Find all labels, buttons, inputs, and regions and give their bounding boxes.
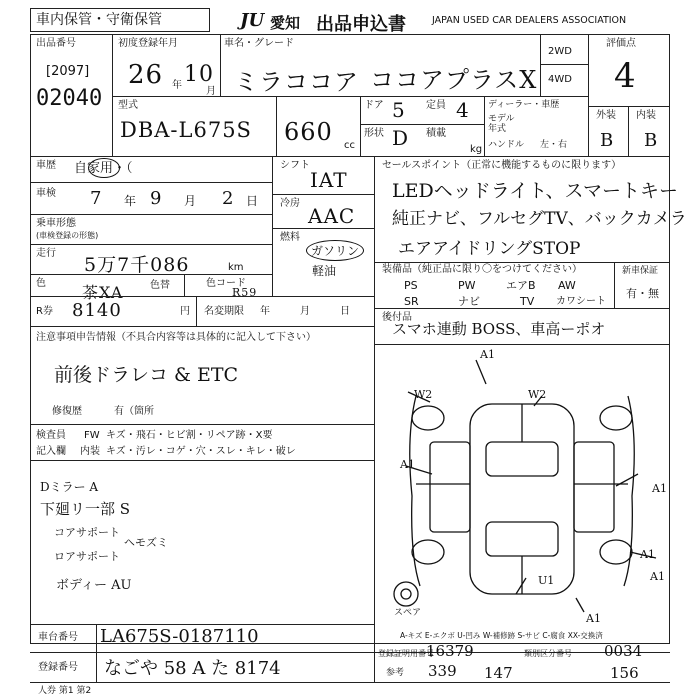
category-code-label: 類別区分番号 — [524, 649, 572, 658]
exterior-label: 外装 — [596, 110, 616, 121]
history-label: 車歴 — [36, 160, 56, 171]
equip-tv: TV — [520, 295, 535, 308]
equip-navi: ナビ — [458, 295, 480, 308]
registration-month: 10 — [184, 62, 214, 87]
note-underbody: 下廻リ一部 S — [40, 500, 131, 518]
color-code: R59 — [232, 286, 258, 299]
model-year-label: モデル — [488, 114, 515, 124]
mark-hood-w2: W2 — [528, 388, 547, 401]
plate-number: なごや 58 A た 8174 — [104, 658, 281, 679]
selling-point-line-3: エアアイドリングSTOP — [398, 239, 581, 259]
storage-note: 車内保管・守衛保管 — [36, 12, 162, 28]
mileage-unit: km — [228, 262, 244, 273]
ac-value: AAC — [308, 204, 356, 228]
ju-logo: JU — [240, 10, 265, 31]
equip-sr: SR — [404, 295, 419, 308]
inspector-row1-head: FW — [84, 430, 100, 441]
cert-code-4: 147 — [484, 664, 513, 682]
drive-4wd: 4WD — [548, 74, 572, 85]
note-core-support: コアサポート — [54, 526, 120, 539]
color-code-label: 色コード — [206, 278, 246, 289]
interior-grade: B — [644, 130, 659, 151]
exterior-grade: B — [600, 130, 615, 151]
lot-number: 02040 — [36, 86, 103, 111]
mark-left-door-a1: A1 — [400, 458, 415, 471]
handle-options: 左・右 — [540, 140, 568, 150]
year-label: 年式 — [488, 124, 507, 134]
type-label: 型式 — [118, 100, 138, 111]
name-change-label: 名変期限 — [204, 306, 244, 317]
mark-rear-right-a1-2: A1 — [650, 570, 665, 583]
registration-year: 26 — [128, 60, 164, 90]
interior-label: 内装 — [636, 110, 656, 121]
later-fit-text: スマホ連動 BOSS、車高ーポオ — [392, 320, 606, 338]
inspection-day-unit: 日 — [246, 194, 259, 208]
mileage-value: 5万7千086 — [84, 254, 190, 276]
displacement-unit: cc — [344, 140, 355, 151]
score-label: 評価点 — [606, 38, 636, 49]
selling-point-line-1: LEDヘッドライト、スマートキー — [392, 180, 679, 202]
score-value: 4 — [614, 56, 637, 96]
footer-text: 人券 第1 第2 — [38, 686, 92, 696]
color-value: 茶XA — [82, 283, 124, 302]
capacity-label: 定員 — [426, 100, 446, 111]
load-label: 積載 — [426, 128, 446, 139]
equip-ps: PS — [404, 279, 418, 292]
declaration-label: 注意事項申告情報（不具合内容等は具体的に記入して下さい） — [36, 332, 316, 343]
damage-legend: A-キズ E-エクボ U-凹み W-補修跡 S-サビ C-腐食 XX-交換済 — [400, 631, 603, 640]
spare-tire-icon — [394, 582, 418, 606]
chassis-label: 車台番号 — [38, 632, 78, 643]
doors-label: ドア — [364, 100, 384, 111]
form-title: 出品申込書 — [316, 14, 406, 35]
note-body: ボディー AU — [56, 578, 132, 593]
mark-rear-right-a1: A1 — [640, 548, 655, 561]
color-label: 色 — [36, 278, 46, 289]
inspector-row1: キズ・飛石・ヒビ割・リペア跡・X要 — [106, 430, 273, 441]
displacement-value: 660 — [284, 118, 333, 146]
history-value: 自家用・（ — [74, 161, 133, 176]
windshield — [486, 442, 558, 476]
note-mirror: Dミラー A — [40, 480, 99, 494]
dealer-label: ディーラー・車歴 — [488, 100, 560, 110]
wheel-rear-left — [412, 540, 444, 564]
selling-points-label: セールスポイント（正常に機能するものに限ります） — [382, 160, 622, 171]
later-fit-label: 後付品 — [382, 312, 412, 323]
inspector-entry-label: 記入欄 — [36, 446, 66, 457]
wheel-rear-right — [600, 540, 632, 564]
inspector-row2-head: 内装 — [80, 446, 100, 457]
recycle-label: R券 — [36, 306, 53, 317]
cert-code-5: 156 — [610, 664, 639, 682]
cert-code-2: 339 — [428, 662, 457, 680]
shift-label: シフト — [280, 160, 310, 171]
selling-point-line-2: 純正ナビ、フルセグTV、バックカメラ — [392, 209, 687, 229]
org-name: 愛知 — [270, 14, 301, 32]
declaration-text: 前後ドラレコ & ETC — [54, 364, 239, 386]
model-grade: ココアプラスX — [370, 66, 538, 94]
inspection-day: 2 — [222, 188, 235, 209]
name-change-month: 月 — [300, 306, 310, 317]
mark-right-door-a1: A1 — [652, 482, 667, 495]
inspection-month: 9 — [150, 188, 163, 209]
wheel-front-right — [600, 406, 632, 430]
cert-code-label: 登録証明用番号 — [378, 649, 434, 658]
equip-leather-seat: カワシート — [556, 296, 606, 307]
reference-label: 参考 — [386, 668, 405, 678]
plate-label: 登録番号 — [38, 662, 78, 673]
cert-code-3: 0034 — [604, 642, 643, 660]
association-name: JAPAN USED CAR DEALERS ASSOCIATION — [432, 15, 627, 26]
usage-sublabel: (車検登録の形態) — [36, 231, 99, 240]
handle-label: ハンドル — [488, 140, 525, 150]
lot-label: 出品番号 — [36, 38, 76, 49]
inspector-row2: キズ・汚レ・コゲ・穴・スレ・キレ・破レ — [106, 446, 296, 457]
inspector-label: 検査員 — [36, 430, 66, 441]
name-change-year: 年 — [260, 306, 270, 317]
note-lower-support: ロアサポート — [54, 550, 120, 563]
mark-left-w2: W2 — [414, 388, 433, 401]
inspection-label: 車検 — [36, 188, 56, 199]
registration-year-unit: 年 — [172, 80, 182, 91]
lot-sub-number: [2097] — [46, 64, 90, 79]
fuel-gasoline: ガソリン — [306, 240, 364, 261]
note-stain: ヘモズミ — [124, 536, 168, 549]
capacity-value: 4 — [456, 98, 470, 122]
load-unit: kg — [470, 144, 483, 155]
mark-front-a1: A1 — [480, 348, 495, 361]
equip-pw: PW — [458, 279, 476, 292]
inspection-year: 7 — [90, 188, 103, 209]
rear-window — [486, 522, 558, 556]
cert-code-1: 16379 — [426, 642, 474, 660]
color-change-label: 色替 — [150, 280, 170, 291]
doors-value: 5 — [392, 98, 406, 122]
type-value: DBA-L675S — [120, 118, 252, 142]
name-change-day: 日 — [340, 306, 350, 317]
registration-label: 初度登録年月 — [118, 38, 178, 49]
equip-aw: AW — [558, 279, 576, 292]
ac-label: 冷房 — [280, 198, 300, 209]
spare-label: スペア — [394, 608, 422, 618]
drive-2wd: 2WD — [548, 46, 572, 57]
recycle-value: 8140 — [72, 300, 122, 321]
shape-value: D — [392, 126, 410, 150]
wheel-front-left — [412, 406, 444, 430]
equip-airbag: エアB — [506, 279, 536, 292]
chassis-number: LA675S-0187110 — [100, 626, 259, 647]
model-label: 車名・グレード — [224, 38, 294, 49]
recycle-unit: 円 — [180, 306, 190, 317]
new-car-warranty-options: 有・無 — [626, 287, 659, 300]
model-name: ミラココア — [234, 68, 359, 96]
inspection-year-unit: 年 — [124, 194, 137, 208]
fuel-label: 燃料 — [280, 232, 300, 243]
usage-label: 乗車形態 — [36, 218, 76, 229]
inspection-month-unit: 月 — [184, 194, 197, 208]
fuel-diesel: 軽油 — [312, 264, 337, 278]
repair-history-label: 修復歴 — [52, 406, 82, 417]
mileage-label: 走行 — [36, 248, 56, 259]
history-circle — [88, 158, 120, 178]
registration-month-unit: 月 — [206, 86, 216, 97]
mark-rear-a1: A1 — [586, 612, 601, 625]
mark-rear-u1: U1 — [538, 574, 555, 587]
shift-value: IAT — [310, 168, 348, 192]
shape-label: 形状 — [364, 128, 384, 139]
repair-history-value: 有（箇所 — [114, 406, 154, 417]
equipment-label: 装備品（純正品に限り〇をつけてください） — [382, 264, 582, 275]
new-car-warranty-label: 新車保証 — [622, 266, 659, 276]
